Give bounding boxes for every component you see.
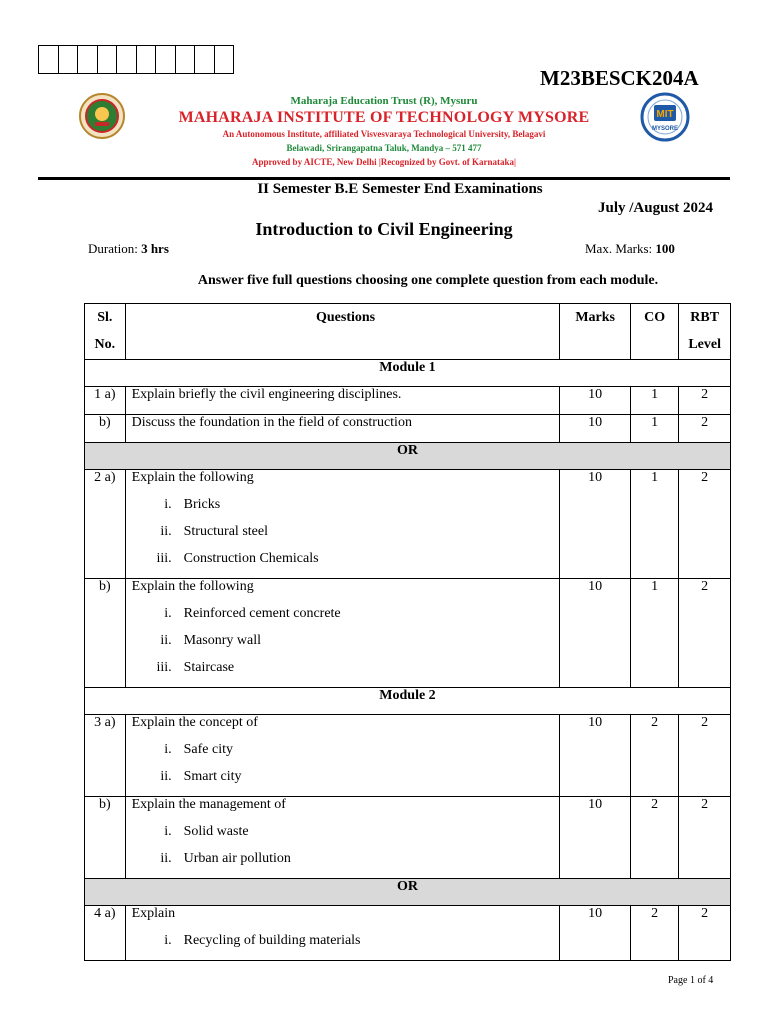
subject-title: Introduction to Civil Engineering: [255, 219, 513, 239]
list-item: i. Bricks: [164, 497, 221, 512]
module-heading: Module 1: [85, 360, 731, 387]
address: Belawadi, Srirangapatna Taluk, Mandya – 571 477: [286, 143, 482, 153]
or-divider: OR: [85, 879, 731, 906]
usn-boxes: [38, 45, 234, 74]
usn-box: [176, 46, 196, 73]
table-row: 3 a) Explain the concept of i. Safe city ii. Smart city 10 2 2: [85, 715, 731, 797]
svg-text:MYSORE: MYSORE: [651, 126, 679, 132]
usn-box: [59, 46, 79, 73]
usn-box: [98, 46, 118, 73]
list-item: ii. Urban air pollution: [160, 851, 291, 866]
module-heading: Module 2: [85, 688, 731, 715]
question-table: [84, 303, 731, 961]
usn-box: [195, 46, 215, 73]
duration: Duration: 3 hrs: [88, 241, 169, 256]
list-item: iii. Staircase: [156, 660, 235, 675]
list-item: i. Safe city: [164, 742, 233, 757]
table-row: b) Explain the management of i. Solid waste ii. Urban air pollution 10 2 2: [85, 797, 731, 879]
instructions: Answer five full questions choosing one complete question from each module.: [197, 273, 659, 288]
usn-box: [137, 46, 157, 73]
table-header: Sl. No. Questions Marks CO RBT Level: [85, 304, 731, 360]
list-item: iii. Construction Chemicals: [156, 551, 319, 566]
usn-box: [215, 46, 234, 73]
table-row: 4 a) Explain i. Recycling of building materials 10 2 2: [85, 906, 731, 961]
list-item: ii. Masonry wall: [160, 633, 261, 648]
table-row: b) Discuss the foundation in the field of construction 10 1 2: [85, 415, 731, 443]
semester-title: II Semester B.E Semester End Examinations: [257, 181, 543, 197]
paper-code: M23BESCK204A: [540, 66, 699, 90]
list-item: i. Recycling of building materials: [164, 933, 361, 948]
table-row: 1 a) Explain briefly the civil engineering disciplines. 10 1 2: [85, 387, 731, 415]
table-row: b) Explain the following i. Reinforced cement concrete ii. Masonry wall iii. Staircase 10 1 2: [85, 579, 731, 688]
header-divider: [38, 177, 730, 180]
list-item: ii. Smart city: [160, 769, 242, 784]
or-divider: OR: [85, 443, 731, 470]
usn-box: [117, 46, 137, 73]
affiliation: An Autonomous Institute, affiliated Visvesvaraya Technological University, Belagavi: [222, 129, 546, 139]
usn-box: [39, 46, 59, 73]
usn-box: [78, 46, 98, 73]
institute-logo-icon: [640, 92, 690, 142]
institute-name: MAHARAJA INSTITUTE OF TECHNOLOGY MYSORE: [178, 109, 590, 126]
table-row: 2 a) Explain the following i. Bricks ii. Structural steel iii. Construction Chemicals 10 1 2: [85, 470, 731, 579]
trust-name: Maharaja Education Trust (R), Mysuru: [290, 95, 478, 107]
svg-text:MIT: MIT: [656, 109, 674, 120]
approval: Approved by AICTE, New Delhi |Recognized by Govt. of Karnataka|: [251, 157, 517, 167]
list-item: ii. Structural steel: [160, 524, 268, 539]
page-number: Page 1 of 4: [668, 975, 714, 986]
exam-session: July /August 2024: [598, 200, 714, 216]
list-item: i. Solid waste: [164, 824, 249, 839]
list-item: i. Reinforced cement concrete: [164, 606, 341, 621]
max-marks: Max. Marks: 100: [585, 241, 675, 256]
usn-box: [156, 46, 176, 73]
